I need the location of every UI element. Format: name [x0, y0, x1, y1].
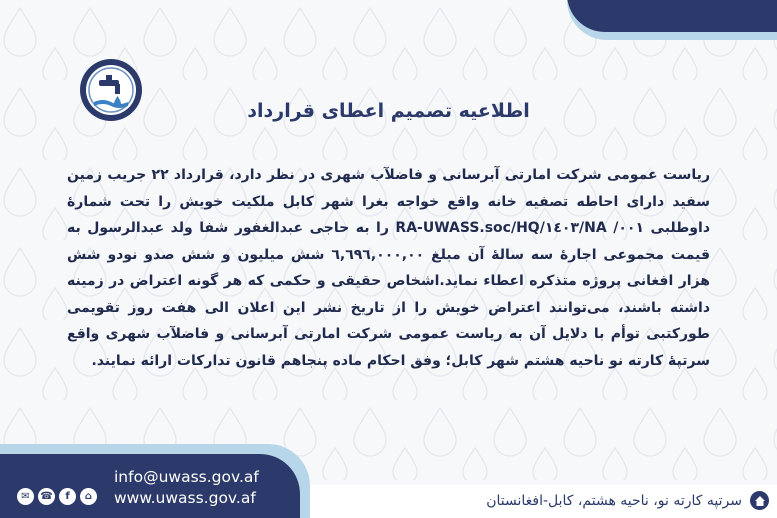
phone-icon[interactable]: ☎	[38, 488, 55, 505]
facebook-icon[interactable]: f	[59, 488, 76, 505]
address-block	[486, 491, 769, 510]
address-text: سرتپه کارته نو، ناحیه هشتم، کابل-افغانستان	[486, 492, 742, 509]
email-icon[interactable]: ✉	[17, 488, 34, 505]
email-link[interactable]: info@uwass.gov.af	[114, 468, 259, 486]
website-link[interactable]: www.uwass.gov.af	[114, 489, 256, 507]
social-icons	[17, 488, 97, 505]
page-title: اطلاعیه تصمیم اعطای قرارداد	[247, 100, 530, 122]
announcement-body: ریاست عمومی شرکت امارتی آبرسانی و فاضلآب شهری در نظر دارد، قرارداد ۲۲ جریب زمین سفید دارای احاطه تصفیه خانه واقع خواجه بغرا شهر کابل ملکیت خویش را تحت شمارۀ داوطلبی ٠٠١/ NA/١٤٠٣/RA-UWASS.soc/HQ را به حاجی عبدالغفور شفا ولد عبدالرسول به قیمت مجموعی اجارۀ سه سالۀ آن مبلغ ٦,٦٩٦,٠٠٠,٠٠ شش میلیون و شش صدو نودو شش هزار افغانی پروژه متذکره اعطاء نماید.اشخاص حقیقی و حکمی که هر گونه اعتراض در زمینه داشته باشند، می‌توانند اعتراض خویش را از تاریخ نشر این اعلان الی هفت روز تقویمی طورکتبی توأم با دلایل آن به ریاست عمومی شرکت امارتی آبرسانی و فاضلآب شهری واقع سرتپۀ کارته نو ناحیه هشتم شهر کابل؛ وفق احکام ماده پنجاهم قانون تدارکات ارائه نمایند.	[67, 167, 710, 369]
top-right-accent-dark	[567, 0, 777, 32]
contact-info	[114, 467, 259, 509]
home-icon	[750, 491, 769, 510]
home-icon[interactable]: ⌂	[80, 488, 97, 505]
